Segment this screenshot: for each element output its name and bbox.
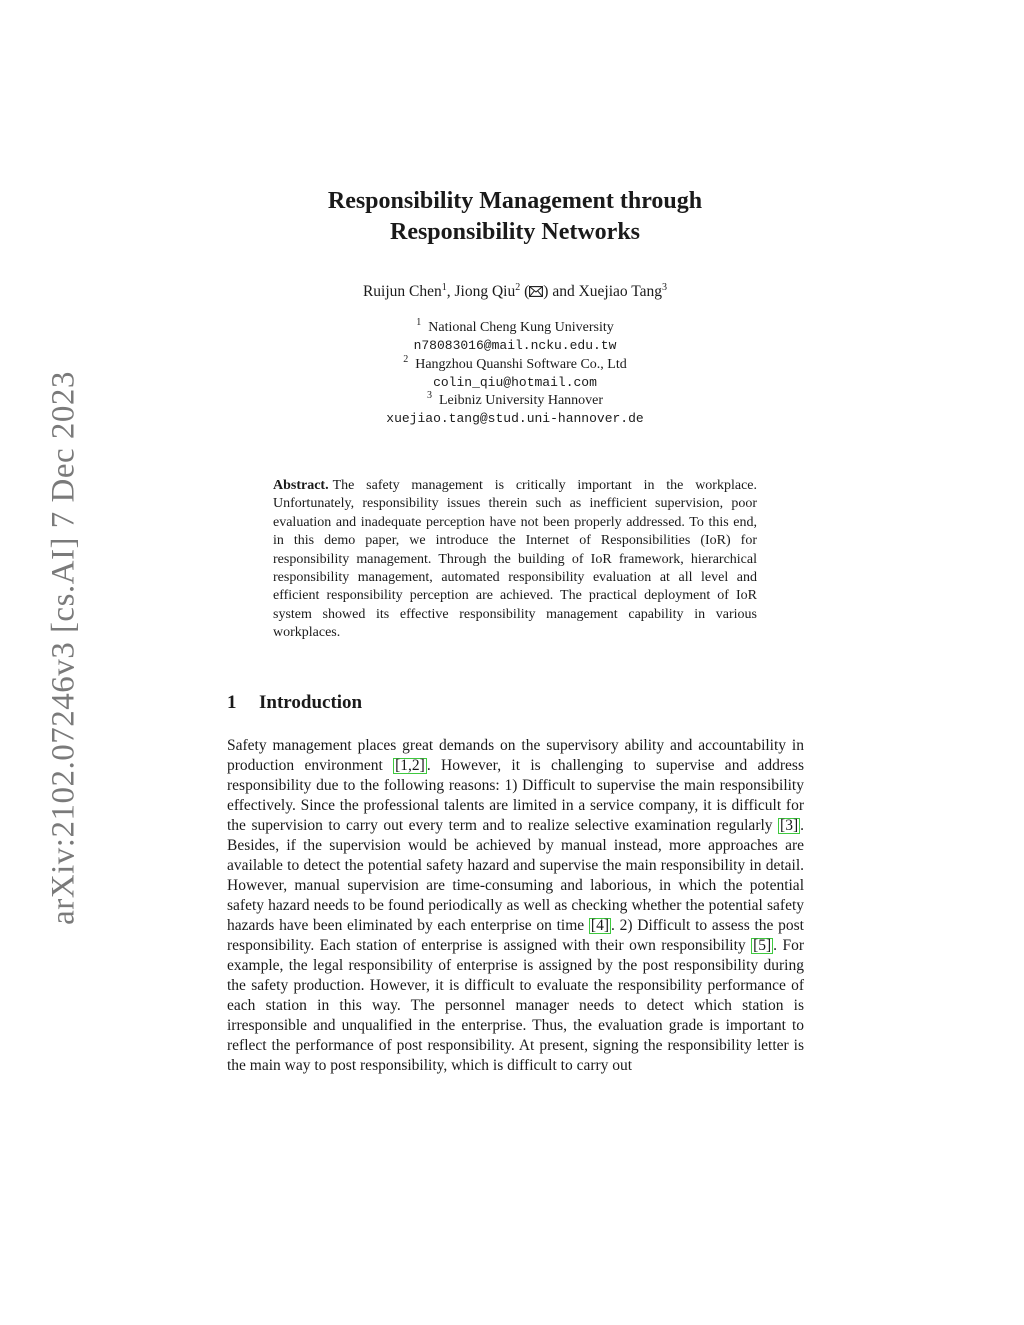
citation-link-3[interactable]: [3] [780,817,799,834]
envelope-open-paren: ( [520,283,530,300]
section-title: Introduction [259,692,363,713]
body-text-part-1: Safety management places great demands on the supervisory ability and accountability in production environment [227,737,804,774]
abstract-label: Abstract. [273,478,329,493]
paper-title [0,186,1024,248]
body-text-part-4: . 2) Difficult to assess the post responsibility. Each station of enterprise is assigned with their own responsibility [227,917,804,954]
affiliation-3-mark: 3 [426,390,432,402]
affiliation-3 [0,392,1024,410]
affiliation-1 [0,319,1024,337]
author-2: Jiong Qiu [454,283,516,300]
affiliations-block [0,319,1024,429]
affiliation-3-email[interactable]: xuejiao.tang@stud.uni-hannover.de [386,411,644,427]
body-text-part-2: . However, it is challenging to supervise and address responsibility due to the following reasons: 1) Difficult to supervise the main responsibility effectively. Since the professional talents are limited in a service company, it is difficult for the supervision to carry out every term and to realize selective examination regularly [227,757,804,834]
section-heading-introduction [227,692,362,714]
body-text-part-3: . Besides, if the supervision would be achieved by manual instead, more approaches are available to detect the potential safety hazard and supervise the main responsibility in detail. However, manual supervision are time-consuming and laborious, in which the potential safety hazard needs to be found periodically as well as checking whether the potential safety hazards have been eliminated by each enterprise on time [227,817,804,934]
introduction-paragraph [227,736,804,1076]
affiliation-2-mark: 2 [403,353,409,365]
author-3-affil-mark: 3 [662,282,668,293]
author-3: Xuejiao Tang [578,283,663,300]
affiliation-3-name: Leibniz University Hannover [438,393,604,409]
affiliation-2-name: Hangzhou Quanshi Software Co., Ltd [415,356,627,372]
title-line-2: Responsibility Networks [389,219,641,245]
abstract-text: The safety management is critically important in the workplace. Unfortunately, responsibility issues therein such as inefficient supervision, poor evaluation and inadequate perception have not been properly addressed. To this end, in this demo paper, we introduce the Internet of Responsibilities (IoR) for responsibility management. Through the building of IoR framework, hierarchical responsibility management, automated responsibility evaluation at all level and efficient responsibility perception are achieved. The practical deployment of IoR system showed its effective responsibility management capability in various workplaces. [273,478,757,641]
citation-link-1-2[interactable]: [1,2] [395,757,425,774]
author-2-affil-mark: 2 [515,282,521,293]
author-1-affil-mark: 1 [441,282,447,293]
affiliation-1-email[interactable]: n78083016@mail.ncku.edu.tw [413,338,617,354]
title-line-1: Responsibility Management through [327,188,703,214]
section-number: 1 [227,692,237,713]
arxiv-identifier-stamp: arXiv:2102.07246v3 [cs.AI] 7 Dec 2023 [45,371,82,925]
author-list [0,283,1024,301]
body-text-part-5: . For example, the legal responsibility of enterprise is assigned by the post responsibility during the safety production. However, it is difficult to evaluate the responsibility performance of each station in this way. The personnel manager needs to detect which station is irresponsible and unqualified in the enterprise. Thus, the evaluation grade is important to reflect the performance of post responsibility. At present, signing the responsibility letter is the main way to post responsibility, which is difficult to carry out [227,937,804,1074]
citation-link-5[interactable]: [5] [753,937,772,954]
affiliation-2 [0,353,1024,374]
author-separator: , [446,283,455,300]
author-1: Ruijun Chen [362,283,442,300]
citation-link-4[interactable]: [4] [590,917,609,934]
affiliation-2-email[interactable]: colin_qiu@hotmail.com [433,374,597,390]
envelope-icon [529,286,543,297]
affiliation-1-name: National Cheng Kung University [428,320,614,335]
affiliation-1-mark: 1 [416,317,422,328]
envelope-close-paren: ) and [543,283,579,300]
abstract [273,477,757,643]
